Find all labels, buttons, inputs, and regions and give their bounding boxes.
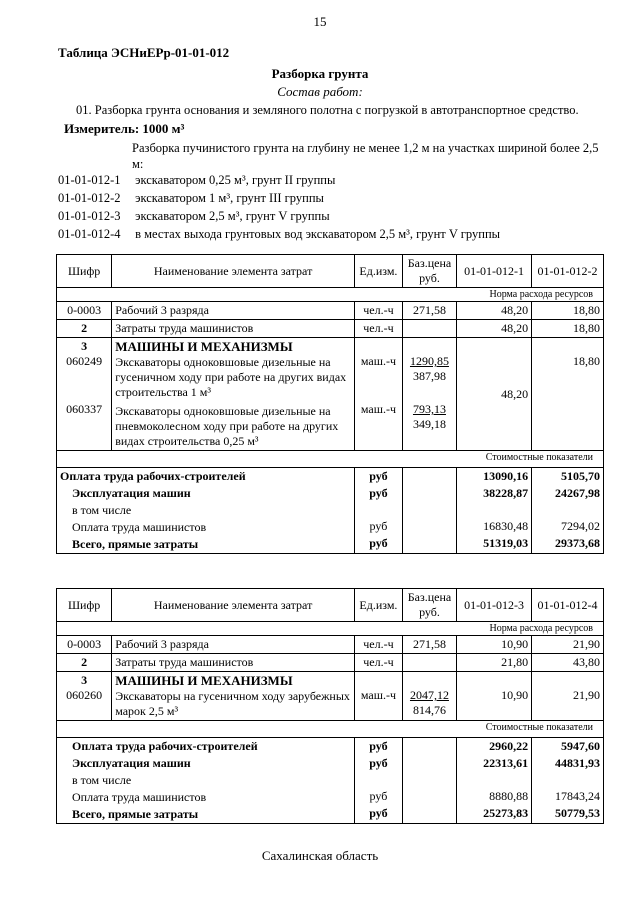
total-value-b: 29373,68 bbox=[555, 536, 600, 550]
row-code: 0-0003 bbox=[57, 636, 112, 654]
row-code: 060337 bbox=[66, 402, 103, 416]
header-col-b: 01-01-012-2 bbox=[532, 255, 604, 288]
variant-text: экскаватором 2,5 м³, грунт V группы bbox=[135, 209, 330, 223]
total-unit: руб bbox=[369, 789, 388, 803]
row-price: 271,58 bbox=[402, 302, 456, 320]
resource-table-2 bbox=[56, 588, 604, 824]
row-code: 060249 bbox=[66, 354, 103, 368]
variant-code: 01-01-012-3 bbox=[58, 209, 121, 223]
table-title: Таблица ЭСНиЕРр-01-01-012 bbox=[58, 45, 230, 60]
variant-text: экскаватором 1 м³, грунт III группы bbox=[135, 191, 324, 205]
row-price: 1290,85 bbox=[409, 354, 449, 368]
total-value-b: 50779,53 bbox=[555, 806, 600, 820]
row-value-a: 48,20 bbox=[457, 320, 532, 338]
row-name: Экскаваторы на гусеничном ходу зарубежных марок 2,5 м³ bbox=[115, 689, 350, 718]
row-name: Экскаваторы одноковшовые дизельные на гусеничном ходу при работе на других видах строительства 1 м³ bbox=[115, 355, 347, 399]
row-name: МАШИНЫ И МЕХАНИЗМЫ bbox=[115, 673, 293, 688]
variant-code: 01-01-012-4 bbox=[58, 227, 121, 241]
header-col-a: 01-01-012-3 bbox=[457, 589, 532, 622]
variant-line bbox=[58, 227, 500, 242]
header-unit: Ед.изм. bbox=[354, 589, 402, 622]
total-name: Оплата труда машинистов bbox=[72, 520, 207, 534]
row-price-machinist: 349,18 bbox=[412, 417, 446, 431]
row-price: 2047,12 bbox=[409, 688, 449, 702]
totals-row bbox=[57, 738, 604, 824]
total-unit: руб bbox=[369, 806, 388, 820]
row-unit: чел.-ч bbox=[354, 636, 402, 654]
total-name: Всего, прямые затраты bbox=[72, 537, 199, 551]
page-number: 15 bbox=[313, 14, 327, 29]
header-col-a: 01-01-012-1 bbox=[457, 255, 532, 288]
composition-label: Состав работ: bbox=[277, 84, 363, 99]
row-value-b: 21,90 bbox=[573, 688, 600, 702]
total-value-b: 17843,24 bbox=[555, 789, 600, 803]
total-name: Оплата труда рабочих-строителей bbox=[72, 739, 258, 753]
row-name: Экскаваторы одноковшовые дизельные на пневмоколесном ходу при работе на других видах строительства 0,25 м³ bbox=[115, 404, 339, 448]
total-value-a: 51319,03 bbox=[483, 536, 529, 550]
row-value-b: 43,80 bbox=[532, 654, 604, 672]
row-name: МАШИНЫ И МЕХАНИЗМЫ bbox=[115, 339, 293, 354]
variant-line bbox=[58, 209, 330, 224]
row-value-a: 10,90 bbox=[501, 688, 529, 702]
total-name: Эксплуатация машин bbox=[72, 486, 191, 500]
row-value-a: 21,80 bbox=[457, 654, 532, 672]
variant-text: в местах выхода грунтовых вод экскаватором 2,5 м³, грунт V группы bbox=[135, 227, 501, 241]
row-price: 271,58 bbox=[402, 636, 456, 654]
resource-table-1 bbox=[56, 254, 604, 554]
row-unit: чел.-ч bbox=[354, 302, 402, 320]
total-value-a: 22313,61 bbox=[483, 756, 529, 770]
table-row bbox=[57, 302, 604, 320]
total-name: в том числе bbox=[72, 773, 132, 787]
total-value-b: 5947,60 bbox=[561, 739, 600, 753]
total-unit: руб bbox=[369, 739, 388, 753]
table-row bbox=[57, 672, 604, 721]
row-code: 060260 bbox=[66, 688, 103, 702]
variant-code: 01-01-012-2 bbox=[58, 191, 121, 205]
total-value-a: 2960,22 bbox=[489, 739, 529, 753]
row-price-machinist: 387,98 bbox=[412, 369, 446, 383]
row-code: 3 bbox=[81, 673, 88, 687]
row-code: 3 bbox=[81, 339, 88, 353]
row-unit: маш.-ч bbox=[360, 354, 396, 368]
row-name: Рабочий 3 разряда bbox=[112, 302, 355, 320]
header-unit: Ед.изм. bbox=[354, 255, 402, 288]
row-price bbox=[402, 654, 456, 672]
header-name: Наименование элемента затрат bbox=[112, 589, 355, 622]
norm-section-label: Норма расхода ресурсов bbox=[57, 622, 604, 636]
total-name: Всего, прямые затраты bbox=[72, 807, 199, 821]
row-price bbox=[402, 320, 456, 338]
header-code: Шифр bbox=[57, 255, 112, 288]
row-value-b: 21,90 bbox=[532, 636, 604, 654]
total-value-b: 44831,93 bbox=[555, 756, 600, 770]
header-code: Шифр bbox=[57, 589, 112, 622]
work-description: Разборка пучинистого грунта на глубину не менее 1,2 м на участках шириной более 2,5 м: bbox=[132, 141, 599, 171]
table-row bbox=[57, 654, 604, 672]
total-value-a: 8880,88 bbox=[489, 789, 529, 803]
work-item: 01. Разборка грунта основания и земляного полотна с погрузкой в автотранспортное средство. bbox=[76, 103, 579, 117]
total-name: Эксплуатация машин bbox=[72, 756, 191, 770]
norm-section-label: Норма расхода ресурсов bbox=[57, 288, 604, 302]
header-base-price: Баз.цена руб. bbox=[402, 255, 456, 288]
total-value-a: 13090,16 bbox=[483, 469, 529, 483]
row-price-machinist: 814,76 bbox=[412, 703, 446, 717]
row-name: Рабочий 3 разряда bbox=[112, 636, 355, 654]
row-unit: маш.-ч bbox=[360, 688, 396, 702]
cost-section-label: Стоимостные показатели bbox=[57, 451, 604, 468]
row-unit: чел.-ч bbox=[354, 320, 402, 338]
variant-text: экскаватором 0,25 м³, грунт II группы bbox=[135, 173, 336, 187]
total-name: в том числе bbox=[72, 503, 132, 517]
total-name: Оплата труда рабочих-строителей bbox=[60, 469, 246, 483]
variant-code: 01-01-012-1 bbox=[58, 173, 121, 187]
measure-unit: Измеритель: 1000 м³ bbox=[64, 121, 185, 136]
section-subtitle: Разборка грунта bbox=[271, 66, 369, 81]
row-value-a: 48,20 bbox=[457, 302, 532, 320]
row-value-b: 18,80 bbox=[532, 302, 604, 320]
header-col-b: 01-01-012-4 bbox=[532, 589, 604, 622]
total-unit: руб bbox=[369, 519, 388, 533]
variant-line bbox=[58, 173, 335, 188]
table-header-row bbox=[57, 255, 604, 288]
cost-section-label: Стоимостные показатели bbox=[57, 721, 604, 738]
table-row bbox=[57, 636, 604, 654]
totals-row bbox=[57, 468, 604, 554]
header-name: Наименование элемента затрат bbox=[112, 255, 355, 288]
total-value-a: 16830,48 bbox=[483, 519, 529, 533]
variant-line bbox=[58, 191, 324, 206]
row-value-b: 18,80 bbox=[573, 354, 600, 368]
row-name: Затраты труда машинистов bbox=[112, 320, 355, 338]
header-base-price: Баз.цена руб. bbox=[402, 589, 456, 622]
total-value-b: 24267,98 bbox=[555, 486, 600, 500]
total-unit: руб bbox=[369, 486, 388, 500]
row-value-b: 18,80 bbox=[532, 320, 604, 338]
row-code: 2 bbox=[57, 654, 112, 672]
row-value-a: 48,20 bbox=[501, 387, 529, 401]
total-name: Оплата труда машинистов bbox=[72, 790, 207, 804]
row-value-a: 10,90 bbox=[457, 636, 532, 654]
total-value-b: 7294,02 bbox=[561, 519, 600, 533]
table-row bbox=[57, 320, 604, 338]
row-unit: маш.-ч bbox=[360, 402, 396, 416]
table-header-row bbox=[57, 589, 604, 622]
row-price: 793,13 bbox=[412, 402, 446, 416]
row-unit: чел.-ч bbox=[354, 654, 402, 672]
row-code: 2 bbox=[57, 320, 112, 338]
footer-region: Сахалинская область bbox=[261, 848, 379, 863]
total-unit: руб bbox=[369, 536, 388, 550]
total-unit: руб bbox=[369, 756, 388, 770]
table-row bbox=[57, 338, 604, 451]
row-code: 0-0003 bbox=[57, 302, 112, 320]
total-value-b: 5105,70 bbox=[561, 469, 600, 483]
total-value-a: 25273,83 bbox=[483, 806, 529, 820]
total-unit: руб bbox=[369, 469, 388, 483]
total-value-a: 38228,87 bbox=[483, 486, 529, 500]
row-name: Затраты труда машинистов bbox=[112, 654, 355, 672]
